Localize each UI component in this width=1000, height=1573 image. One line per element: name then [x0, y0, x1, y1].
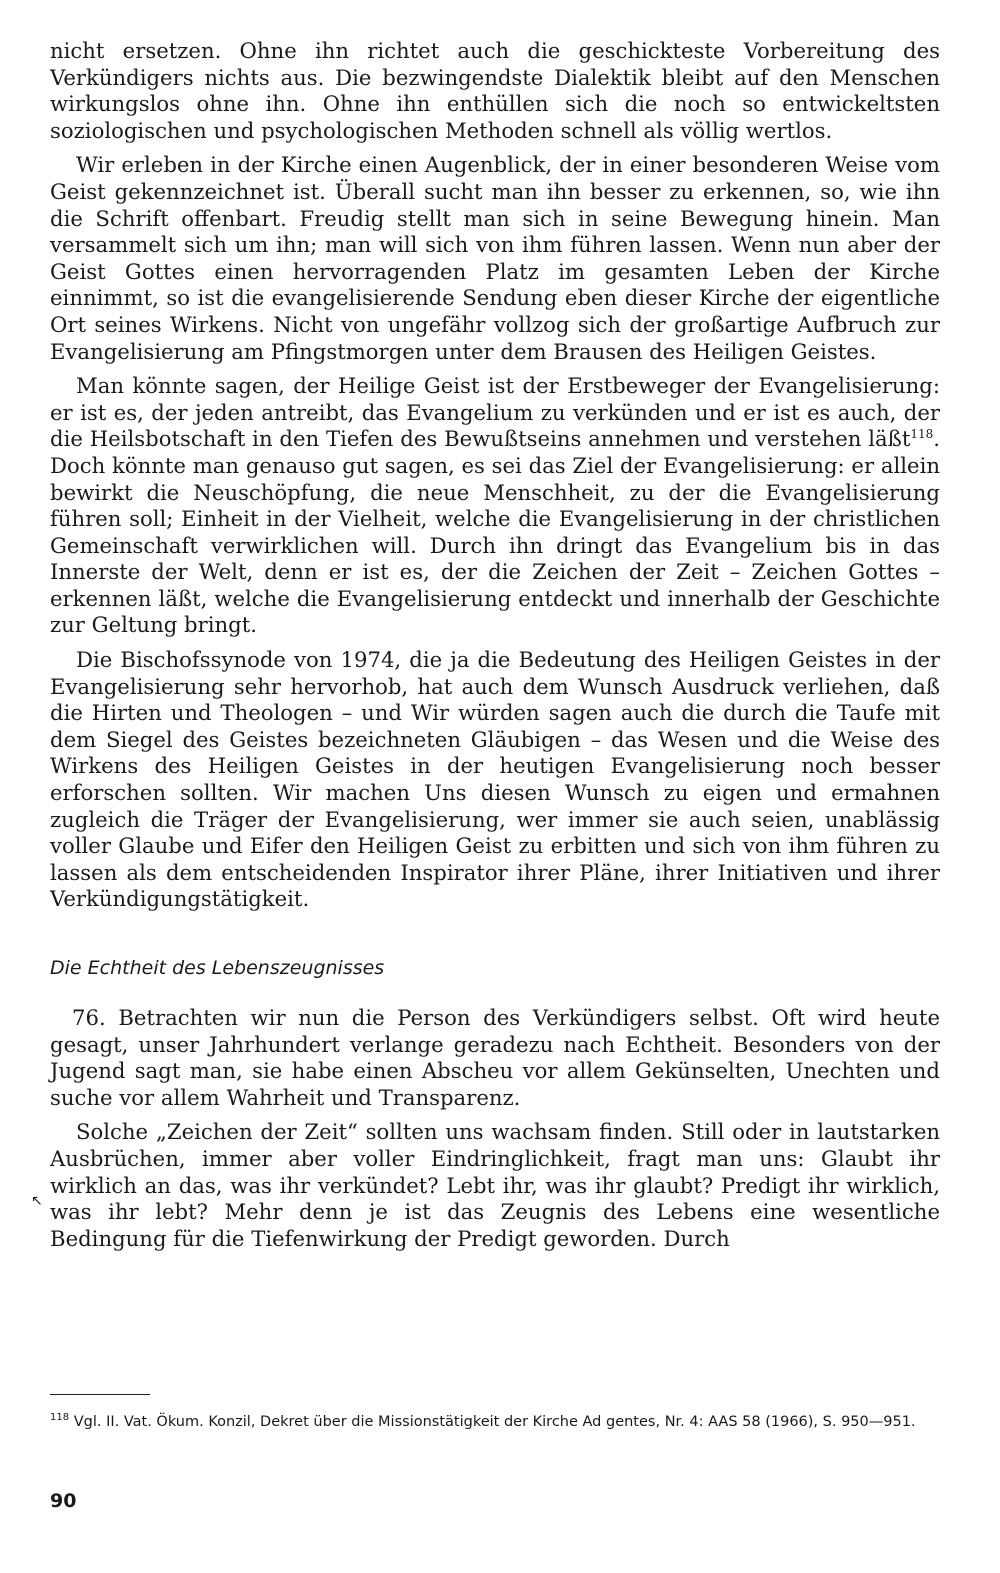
footnote-reference[interactable]: 118 [910, 427, 934, 442]
paragraph-6: Solche „Zeichen der Zeit“ sollten uns wachsam finden. Still oder in lautstarken Ausbrüchen, immer aber voller Eindringlichkeit, fragt man uns: Glaubt ihr wirklich an das, was ihr verkündet? Lebt ihr, was ihr glaubt? Predigt ihr wirklich, was ihr lebt? Mehr denn je ist das Zeugnis des Lebens eine wesentliche Bedingung für die Tiefenwirkung der Predigt geworden. Durch [50, 1119, 940, 1251]
paragraph-76: 76. Betrachten wir nun die Person des Verkündigers selbst. Oft wird heute gesagt, unser Jahrhundert verlange geradezu nach Echtheit. Besonders von der Jugend sagt man, sie habe einen Abscheu vor allem Gekünselten, Unechten und suche vor allem Wahrheit und Transparenz. [50, 1005, 940, 1110]
page-body [50, 38, 940, 1260]
footnote-mark: 118 [50, 1412, 70, 1424]
section-heading: Die Echtheit des Lebenszeugnisses [50, 957, 385, 979]
footnote [50, 1413, 940, 1432]
footnote-text: Vgl. II. Vat. Ökum. Konzil, Dekret über die Missionstätigkeit der Kirche Ad gentes, Nr. 4: AAS 58 (1966), S. 950—951. [69, 1414, 916, 1430]
footnote-divider [50, 1394, 150, 1395]
paragraph-3 [50, 373, 940, 639]
margin-mark: ↖ [31, 1193, 43, 1209]
paragraph-4: Die Bischofssynode von 1974, die ja die Bedeutung des Heiligen Geistes in der Evangelisierung sehr hervorhob, hat auch dem Wunsch Ausdruck verliehen, daß die Hirten und Theologen – und Wir würden sagen auch die durch die Taufe mit dem Siegel des Geistes bezeichneten Gläubigen – das Wesen und die Weise des Wirkens des Heiligen Geistes in der heutigen Evangelisierung noch besser erforschen sollten. Wir machen Uns diesen Wunsch zu eigen und ermahnen zugleich die Träger der Evangelisierung, wer immer sie auch seien, unablässig voller Glaube und Eifer den Heiligen Geist zu erbitten und sich von ihm führen zu lassen als dem entscheidenden Inspirator ihrer Pläne, ihrer Initiativen und ihrer Verkündigungstätigkeit. [50, 647, 940, 912]
paragraph-3-part-a: Man könnte sagen, der Heilige Geist ist der Erstbeweger der Evangelisierung: er ist es, der jeden antreibt, das Evangelium zu verkünden und er ist es auch, der die Heilsbotschaft in den Tiefen des Bewußtseins annehmen und verstehen läßt [50, 373, 940, 452]
paragraph-1: nicht ersetzen. Ohne ihn richtet auch die geschickteste Vorbereitung des Verkündigers nichts aus. Die bezwingendste Dialektik bleibt auf den Menschen wirkungslos ohne ihn. Ohne ihn enthüllen sich die noch so entwickeltsten soziologischen und psychologischen Methoden schnell als völlig wertlos. [50, 38, 940, 143]
page-number: 90 [50, 1490, 77, 1512]
paragraph-2: Wir erleben in der Kirche einen Augenblick, der in einer besonderen Weise vom Geist gekennzeichnet ist. Überall sucht man ihn besser zu erkennen, so, wie ihn die Schrift offenbart. Freudig stellt man sich in seine Bewegung hinein. Man versammelt sich um ihn; man will sich von ihm führen lassen. Wenn nun aber der Geist Gottes einen hervorragenden Platz im gesamten Leben der Kirche einnimmt, so ist die evangelisierende Sendung eben dieser Kirche der eigentliche Ort seines Wirkens. Nicht von ungefähr vollzog sich der großartige Aufbruch zur Evangelisierung am Pfingstmorgen unter dem Brausen des Heiligen Geistes. [50, 152, 940, 364]
paragraph-3-part-b: . Doch könnte man genauso gut sagen, es sei das Ziel der Evangelisierung: er allein bewirkt die Neuschöpfung, die neue Menschheit, zu der die Evangelisierung führen soll; Einheit in der Vielheit, welche die Evangelisierung in der christlichen Gemeinschaft verwirklichen will. Durch ihn dringt das Evangelium bis in das Innerste der Welt, denn er ist es, der die Zeichen der Zeit – Zeichen Gottes – erkennen läßt, welche die Evangelisierung entdeckt und innerhalb der Geschichte zur Geltung bringt. [50, 426, 940, 638]
